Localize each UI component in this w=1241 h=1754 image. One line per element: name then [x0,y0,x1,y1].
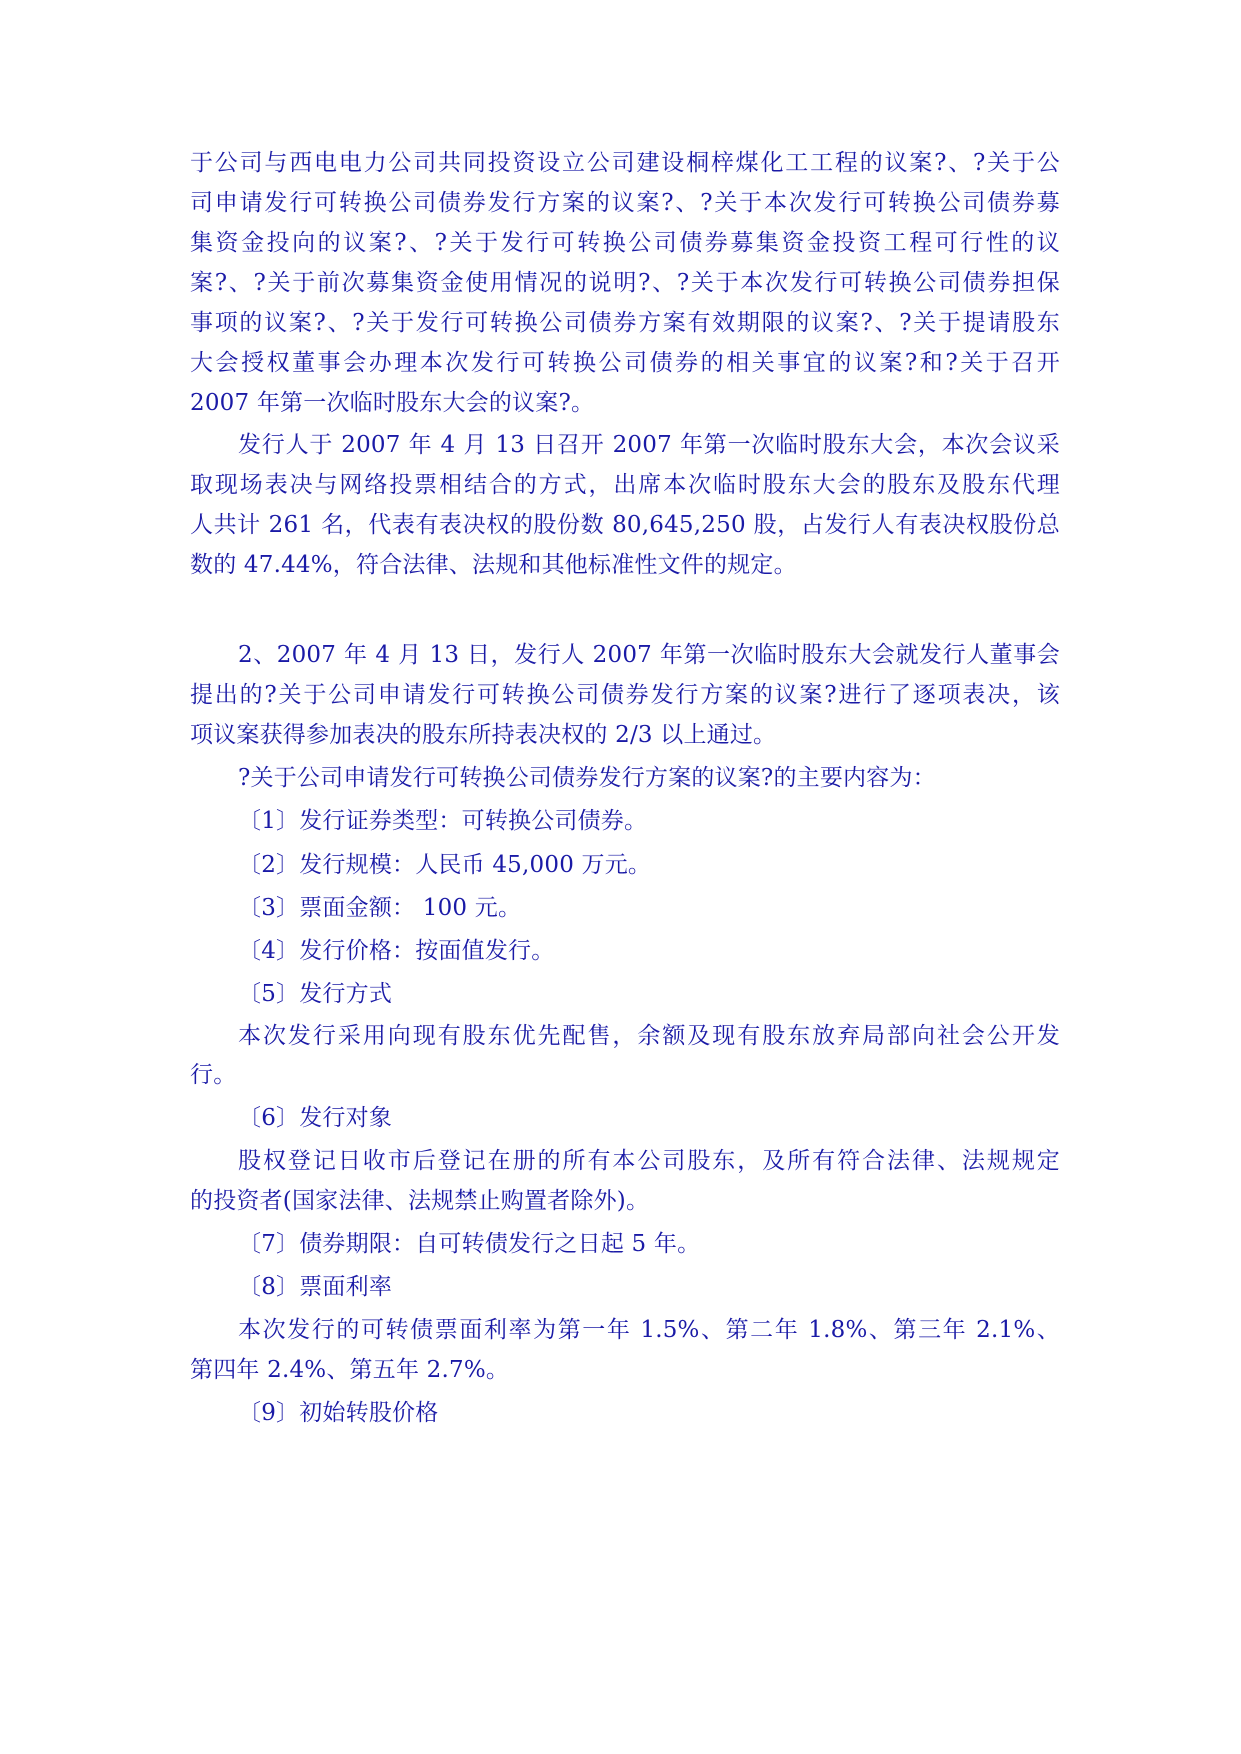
paragraph-3-line-2: 提出的?关于公司申请发行可转换公司债券发行方案的议案?进行了逐项表决，该 [190,682,1060,708]
item-1: 〔1〕发行证券类型：可转换公司债券。 [238,808,648,834]
paragraph-1-line-3: 集资金投向的议案?、?关于发行可转换公司债券募集资金投资工程可行性的议 [190,230,1060,256]
paragraph-3-line-3: 项议案获得参加表决的股东所持表决权的 2/3 以上通过。 [190,722,777,748]
paragraph-1-line-5: 事项的议案?、?关于发行可转换公司债券方案有效期限的议案?、?关于提请股东 [190,310,1060,336]
paragraph-1-line-6: 大会授权董事会办理本次发行可转换公司债券的相关事宜的议案?和?关于召开 [190,350,1060,376]
paragraph-1-line-2: 司申请发行可转换公司债券发行方案的议案?、?关于本次发行可转换公司债券募 [190,190,1060,216]
paragraph-2-line-1: 发行人于 2007 年 4 月 13 日召开 2007 年第一次临时股东大会，本次会议采 [238,432,1060,458]
item-4: 〔4〕发行价格：按面值发行。 [238,938,555,964]
item-5: 〔5〕发行方式 [238,981,393,1007]
paragraph-2-line-3: 人共计 261 名，代表有表决权的股份数 80,645,250 股，占发行人有表决权股份总 [190,512,1060,538]
item-2: 〔2〕发行规模：人民币 45,000 万元。 [238,852,652,878]
item-7: 〔7〕债券期限：自可转债发行之日起 5 年。 [238,1231,701,1257]
paragraph-1-line-4: 案?、?关于前次募集资金使用情况的说明?、?关于本次发行可转换公司债券担保 [190,270,1060,296]
item-5-body-line-2: 行。 [190,1062,237,1088]
item-5-body-line-1: 本次发行采用向现有股东优先配售，余额及现有股东放弃局部向社会公开发 [238,1023,1060,1049]
paragraph-1-line-1: 于公司与西电电力公司共同投资设立公司建设桐梓煤化工工程的议案?、?关于公 [190,150,1060,176]
item-8: 〔8〕票面利率 [238,1274,393,1300]
item-3: 〔3〕票面金额： 100 元。 [238,895,522,921]
proposal-intro: ?关于公司申请发行可转换公司债券发行方案的议案?的主要内容为： [238,765,936,791]
paragraph-1-line-7: 2007 年第一次临时股东大会的议案?。 [190,390,595,416]
paragraph-2-line-2: 取现场表决与网络投票相结合的方式，出席本次临时股东大会的股东及股东代理 [190,472,1060,498]
paragraph-3-line-1: 2、2007 年 4 月 13 日，发行人 2007 年第一次临时股东大会就发行人董事会 [238,642,1060,668]
item-8-body-line-2: 第四年 2.4%、第五年 2.7%。 [190,1357,510,1383]
item-6: 〔6〕发行对象 [238,1105,393,1131]
paragraph-2-line-4: 数的 47.44%，符合法律、法规和其他标准性文件的规定。 [190,552,797,578]
item-6-body-line-2: 的投资者(国家法律、法规禁止购置者除外)。 [190,1188,650,1214]
item-9: 〔9〕初始转股价格 [238,1400,439,1426]
item-8-body-line-1: 本次发行的可转债票面利率为第一年 1.5%、第二年 1.8%、第三年 2.1%、 [238,1317,1060,1343]
item-6-body-line-1: 股权登记日收市后登记在册的所有本公司股东，及所有符合法律、法规规定 [238,1148,1060,1174]
